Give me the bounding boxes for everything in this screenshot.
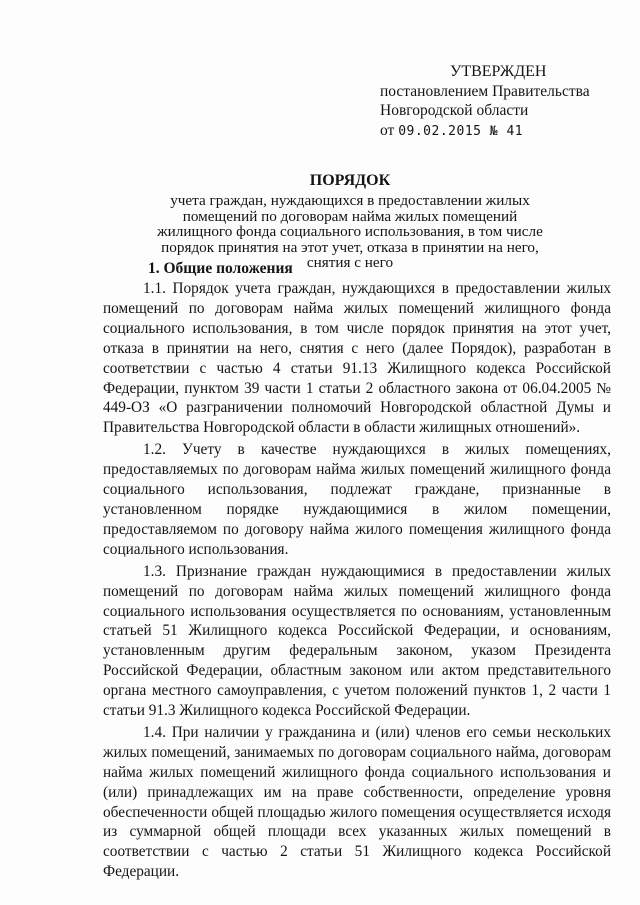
paragraph-1-1: 1.1. Порядок учета граждан, нуждающихся в предоставлении жилых помещений по договорам найма жилых помещений жилищного фонда социального использования, в том числе порядок принятия на этот учет, отказа в принятии на него, снятия с него (далее Порядок), разработан в соответствии с частью 4 статьи 91.13 Жилищного кодекса Российской Федерации, пунктом 39 части 1 статьи 2 областного закона от 06.04.2005 № 449-ОЗ «О разграничении полномочий Новгородской областной Думы и Правительства Новгородской области в области жилищных отношений». <box>103 280 611 437</box>
paragraph-1-2: 1.2. Учету в качестве нуждающихся в жилых помещениях, предоставляемых по договорам найма жилых помещений жилищного фонда социального использования, подлежат граждане, признанные в установленном порядке нуждающимися в жилом помещении, предоставляемом по договору найма жилого помещения жилищного фонда социального использования. <box>103 441 611 558</box>
approval-title: УТВЕРЖДЕН <box>450 63 547 80</box>
approval-line-1: постановлением Правительства <box>380 82 590 100</box>
approval-date-line <box>380 121 620 142</box>
section-body <box>103 279 611 882</box>
document-title: ПОРЯДОК <box>309 172 391 189</box>
approval-line-2: Новгородской области <box>380 102 529 119</box>
document-subtitle: учета граждан, нуждающихся в предоставлении жилых помещений по договорам найма жилых помещений жилищного фонда социального использования, в том числе порядок принятия на этот учет, отказа в принятии на него, снятия с него <box>157 192 543 272</box>
approval-date-value: 09.02.2015 № 41 <box>398 123 524 139</box>
paragraph-1-3: 1.3. Признание граждан нуждающимися в предоставлении жилых помещений по договорам найма жилых помещений жилищного фонда социального использования осуществляется по основаниям, установленным статьей 51 Жилищного кодекса Российской Федерации, и основаниям, установленным другим федеральным законом, указом Президента Российской Федерации, областным законом или актом представительного органа местного самоуправления, с учетом положений пунктов 1, 2 части 1 статьи 91.3 Жилищного кодекса Российской Федерации. <box>103 562 611 720</box>
approval-date-prefix: от <box>380 121 395 139</box>
approval-stamp <box>380 62 620 141</box>
paragraph-1-4: 1.4. При наличии у гражданина и (или) членов его семьи нескольких жилых помещений, занимаемых по договорам социального найма, договорам найма жилых помещений жилищного фонда социального использования и (или) принадлежащих им на праве собственности, определение уровня обеспеченности общей площадью жилого помещения осуществляется исходя из суммарной общей площади всех указанных жилых помещений в соответствии с частью 2 статьи 51 Жилищного кодекса Российской Федерации. <box>103 723 611 881</box>
section-heading: 1. Общие положения <box>148 260 293 277</box>
